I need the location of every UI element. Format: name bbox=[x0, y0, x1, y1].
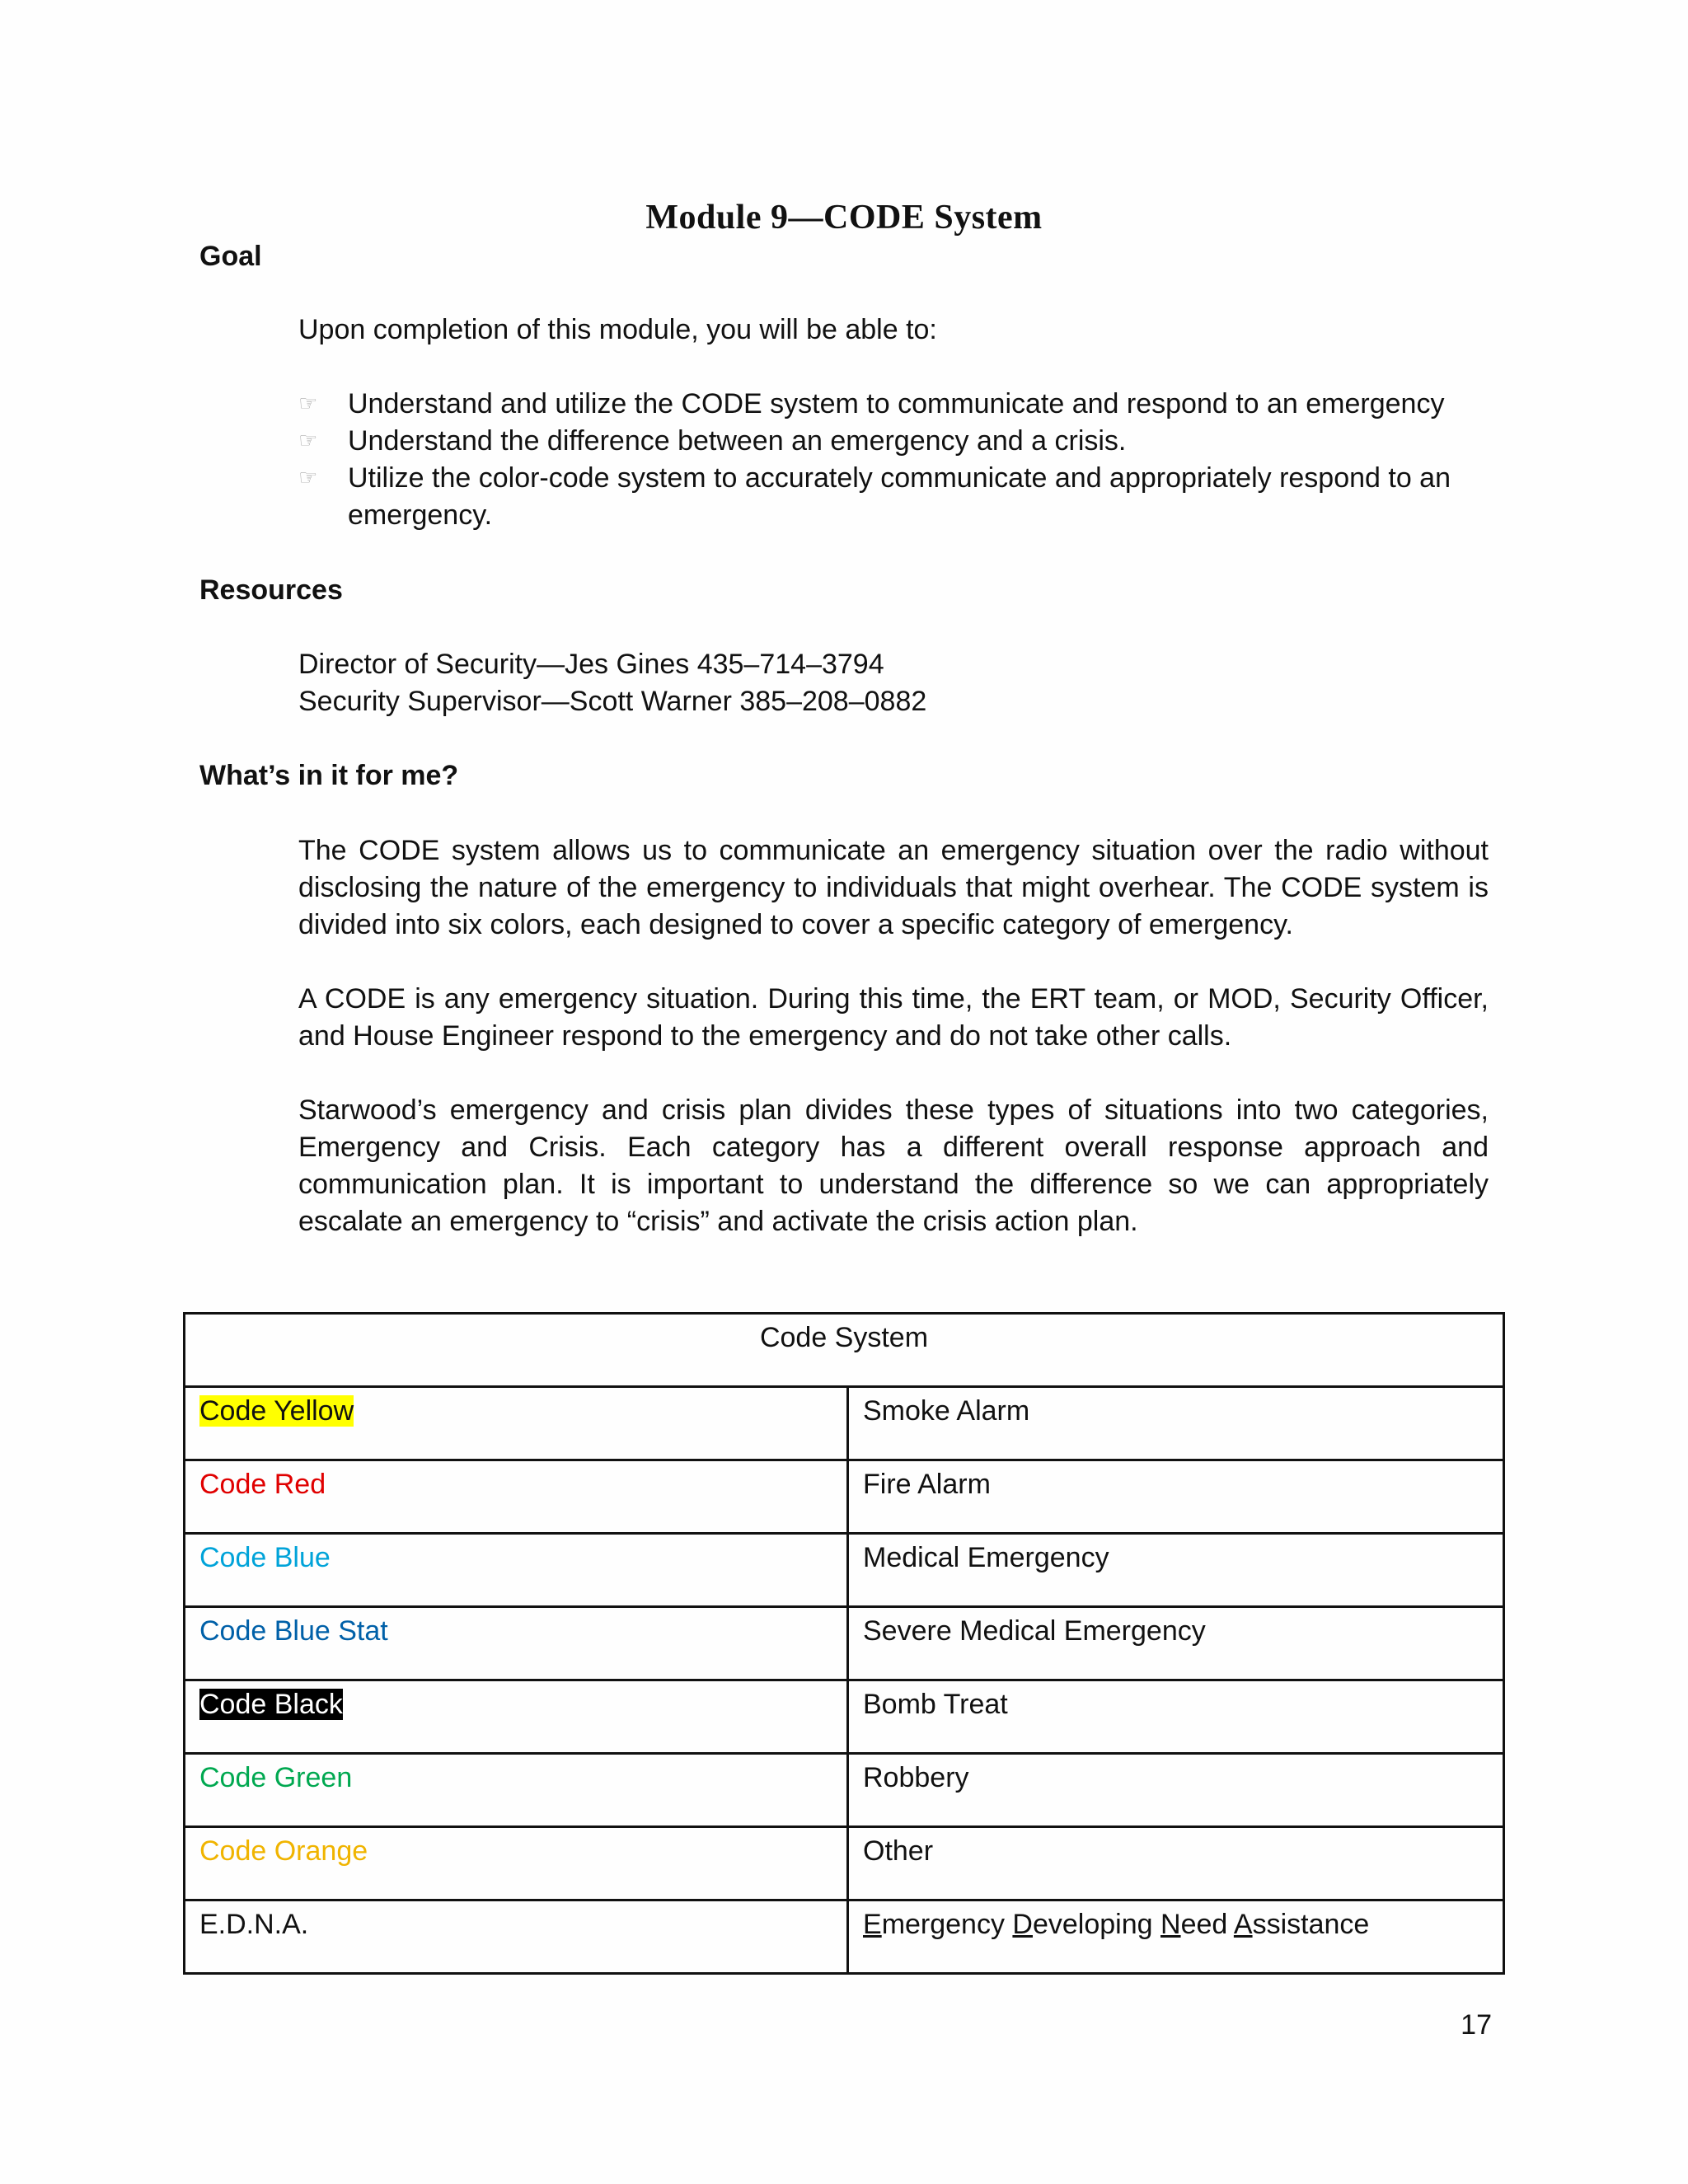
resource-line: Director of Security—Jes Gines 435–714–3794 bbox=[298, 649, 884, 680]
paragraph: The CODE system allows us to communicate an emergency situation over the radio without disclosing the nature of the emergency to individuals that might overhear. The CODE system is divided into six colors, each designed to cover a specific category of emergency. bbox=[298, 835, 1489, 940]
page-number: 17 bbox=[1461, 2009, 1492, 2041]
code-meaning: Robbery bbox=[848, 1754, 1504, 1827]
table-row bbox=[185, 1680, 1504, 1754]
goal-bullet-list bbox=[298, 386, 1502, 534]
whats-in-it-heading: What’s in it for me? bbox=[199, 760, 459, 791]
goal-heading: Goal bbox=[199, 241, 262, 272]
code-blue-label: Code Blue bbox=[199, 1542, 331, 1573]
paragraph: A CODE is any emergency situation. During this time, the ERT team, or MOD, Security Officer, and House Engineer respond to the emergency and do not take other calls. bbox=[298, 983, 1489, 1052]
table-row bbox=[185, 1607, 1504, 1680]
table-row bbox=[185, 1754, 1504, 1827]
table-row bbox=[185, 1900, 1504, 1974]
table-row bbox=[185, 1460, 1504, 1534]
code-meaning bbox=[848, 1900, 1504, 1974]
code-red-label: Code Red bbox=[199, 1469, 326, 1500]
code-meaning: Severe Medical Emergency bbox=[848, 1607, 1504, 1680]
pointing-hand-icon: ☞ bbox=[298, 429, 318, 453]
pointing-hand-icon: ☞ bbox=[298, 391, 318, 416]
list-item bbox=[298, 423, 1502, 460]
code-meaning: Bomb Treat bbox=[848, 1680, 1504, 1754]
table-row bbox=[185, 1827, 1504, 1900]
resources-heading: Resources bbox=[199, 574, 343, 606]
code-system-table bbox=[183, 1312, 1505, 1975]
code-green-label: Code Green bbox=[199, 1762, 353, 1793]
code-meaning: Other bbox=[848, 1827, 1504, 1900]
bullet-text: Understand the difference between an emergency and a crisis. bbox=[348, 425, 1127, 457]
code-yellow-label: Code Yellow bbox=[199, 1395, 354, 1427]
code-orange-label: Code Orange bbox=[199, 1835, 368, 1867]
pointing-hand-icon: ☞ bbox=[298, 466, 318, 490]
list-item bbox=[298, 460, 1502, 534]
code-meaning: Medical Emergency bbox=[848, 1534, 1504, 1607]
goal-intro: Upon completion of this module, you will be able to: bbox=[298, 314, 937, 345]
table-header-row bbox=[185, 1314, 1504, 1387]
table-row bbox=[185, 1534, 1504, 1607]
page-title: Module 9—CODE System bbox=[645, 199, 1043, 237]
paragraph: Starwood’s emergency and crisis plan divides these types of situations into two categories, Emergency and Crisis. Each category has a different overall response approach and communication plan. It is important to understand the difference so we can appropriately escalate an emergency to “crisis” and activate the crisis action plan. bbox=[298, 1094, 1489, 1237]
bullet-text: Understand and utilize the CODE system to communicate and respond to an emergency bbox=[348, 388, 1445, 419]
code-black-label: Code Black bbox=[199, 1689, 343, 1720]
resource-line: Security Supervisor—Scott Warner 385–208–0882 bbox=[298, 686, 927, 717]
edna-meaning: Emergency Developing Need Assistance bbox=[863, 1909, 1370, 1940]
code-blue-stat-label: Code Blue Stat bbox=[199, 1615, 388, 1647]
edna-label: E.D.N.A. bbox=[199, 1909, 309, 1940]
table-header: Code System bbox=[185, 1314, 1504, 1387]
table-row bbox=[185, 1387, 1504, 1460]
list-item bbox=[298, 386, 1502, 423]
code-meaning: Fire Alarm bbox=[848, 1460, 1504, 1534]
bullet-text: Utilize the color-code system to accurately communicate and appropriately respond to an emergency. bbox=[348, 462, 1451, 531]
code-meaning: Smoke Alarm bbox=[848, 1387, 1504, 1460]
